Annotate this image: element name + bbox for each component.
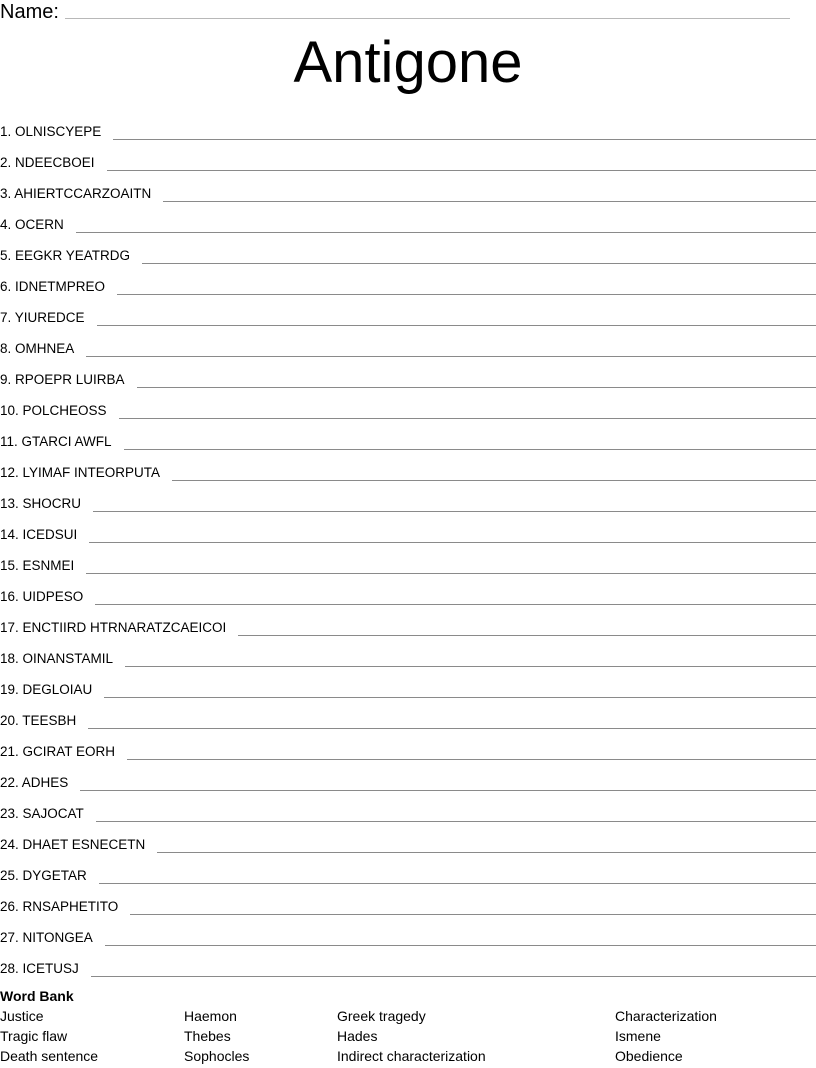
scrambled-word: 10. POLCHEOSS [0, 403, 107, 418]
question-row [0, 112, 816, 143]
scrambled-word: 26. RNSAPHETITO [0, 899, 119, 914]
scrambled-word: 15. ESNMEI [0, 558, 75, 573]
scrambled-word: 16. UIDPESO [0, 589, 84, 604]
answer-line[interactable] [157, 852, 816, 853]
question-row [0, 546, 816, 577]
question-row [0, 329, 816, 360]
answer-line[interactable] [95, 604, 816, 605]
question-row [0, 670, 816, 701]
answer-line[interactable] [119, 418, 816, 419]
scrambled-word: 25. DYGETAR [0, 868, 87, 883]
question-row [0, 484, 816, 515]
answer-line[interactable] [88, 728, 816, 729]
question-row [0, 949, 816, 980]
answer-line[interactable] [107, 170, 816, 171]
question-row [0, 701, 816, 732]
scrambled-word: 3. AHIERTCCARZOAITN [0, 186, 152, 201]
worksheet-title: Antigone [293, 30, 523, 95]
answer-line[interactable] [163, 201, 816, 202]
scrambled-word: 14. ICEDSUI [0, 527, 78, 542]
question-row [0, 205, 816, 236]
answer-line[interactable] [93, 511, 816, 512]
scrambled-word: 22. ADHES [0, 775, 69, 790]
word-bank-item: Greek tragedy [337, 1008, 426, 1024]
scrambled-word: 20. TEESBH [0, 713, 77, 728]
question-row [0, 608, 816, 639]
answer-line[interactable] [125, 666, 816, 667]
scrambled-word: 9. RPOEPR LUIRBA [0, 372, 125, 387]
answer-line[interactable] [99, 883, 816, 884]
scrambled-word: 4. OCERN [0, 217, 64, 232]
answer-line[interactable] [172, 480, 816, 481]
question-row [0, 732, 816, 763]
scrambled-word: 12. LYIMAF INTEORPUTA [0, 465, 161, 480]
question-row [0, 639, 816, 670]
word-bank-item: Obedience [615, 1048, 683, 1064]
scrambled-word: 8. OMHNEA [0, 341, 75, 356]
word-bank-item: Haemon [184, 1008, 237, 1024]
scrambled-word: 13. SHOCRU [0, 496, 82, 511]
scrambled-word: 11. GTARCI AWFL [0, 434, 112, 449]
question-row [0, 887, 816, 918]
answer-line[interactable] [113, 139, 816, 140]
question-list [0, 112, 816, 980]
answer-line[interactable] [105, 945, 816, 946]
word-bank-item: Ismene [615, 1028, 661, 1044]
question-row [0, 360, 816, 391]
answer-line[interactable] [142, 263, 816, 264]
answer-line[interactable] [137, 387, 816, 388]
word-bank [0, 1008, 816, 1068]
word-bank-item: Indirect characterization [337, 1048, 486, 1064]
scrambled-word: 19. DEGLOIAU [0, 682, 93, 697]
question-row [0, 577, 816, 608]
word-bank-item: Sophocles [184, 1048, 250, 1064]
answer-line[interactable] [91, 976, 816, 977]
name-line[interactable] [65, 18, 790, 19]
question-row [0, 856, 816, 887]
answer-line[interactable] [86, 573, 816, 574]
question-row [0, 453, 816, 484]
scrambled-word: 28. ICETUSJ [0, 961, 79, 976]
answer-line[interactable] [76, 232, 816, 233]
scrambled-word: 6. IDNETMPREO [0, 279, 106, 294]
answer-line[interactable] [86, 356, 816, 357]
answer-line[interactable] [96, 821, 816, 822]
question-row [0, 267, 816, 298]
scrambled-word: 17. ENCTIIRD HTRNARATZCAEICOI [0, 620, 227, 635]
scrambled-word: 1. OLNISCYEPE [0, 124, 102, 139]
word-bank-title: Word Bank [0, 988, 74, 1004]
word-bank-item: Characterization [615, 1008, 717, 1024]
answer-line[interactable] [104, 697, 816, 698]
question-row [0, 391, 816, 422]
word-bank-item: Death sentence [0, 1048, 99, 1064]
question-row [0, 825, 816, 856]
answer-line[interactable] [127, 759, 816, 760]
answer-line[interactable] [97, 325, 816, 326]
question-row [0, 918, 816, 949]
answer-line[interactable] [124, 449, 816, 450]
word-bank-row [0, 1008, 816, 1028]
name-row [0, 0, 790, 22]
word-bank-item: Justice [0, 1008, 44, 1024]
question-row [0, 763, 816, 794]
scrambled-word: 21. GCIRAT EORH [0, 744, 116, 759]
scrambled-word: 27. NITONGEA [0, 930, 93, 945]
scrambled-word: 5. EEGKR YEATRDG [0, 248, 131, 263]
question-row [0, 236, 816, 267]
scrambled-word: 2. NDEECBOEI [0, 155, 95, 170]
question-row [0, 422, 816, 453]
question-row [0, 298, 816, 329]
answer-line[interactable] [89, 542, 816, 543]
word-bank-item: Tragic flaw [0, 1028, 68, 1044]
word-bank-row [0, 1048, 816, 1068]
scrambled-word: 23. SAJOCAT [0, 806, 84, 821]
word-bank-row [0, 1028, 816, 1048]
scrambled-word: 24. DHAET ESNECETN [0, 837, 146, 852]
answer-line[interactable] [130, 914, 816, 915]
question-row [0, 515, 816, 546]
answer-line[interactable] [238, 635, 816, 636]
answer-line[interactable] [80, 790, 816, 791]
question-row [0, 794, 816, 825]
word-bank-item: Hades [337, 1028, 378, 1044]
scrambled-word: 18. OINANSTAMIL [0, 651, 114, 666]
name-label: Name: [0, 1, 59, 23]
question-row [0, 174, 816, 205]
answer-line[interactable] [117, 294, 816, 295]
word-bank-item: Thebes [184, 1028, 231, 1044]
question-row [0, 143, 816, 174]
scrambled-word: 7. YIUREDCE [0, 310, 85, 325]
